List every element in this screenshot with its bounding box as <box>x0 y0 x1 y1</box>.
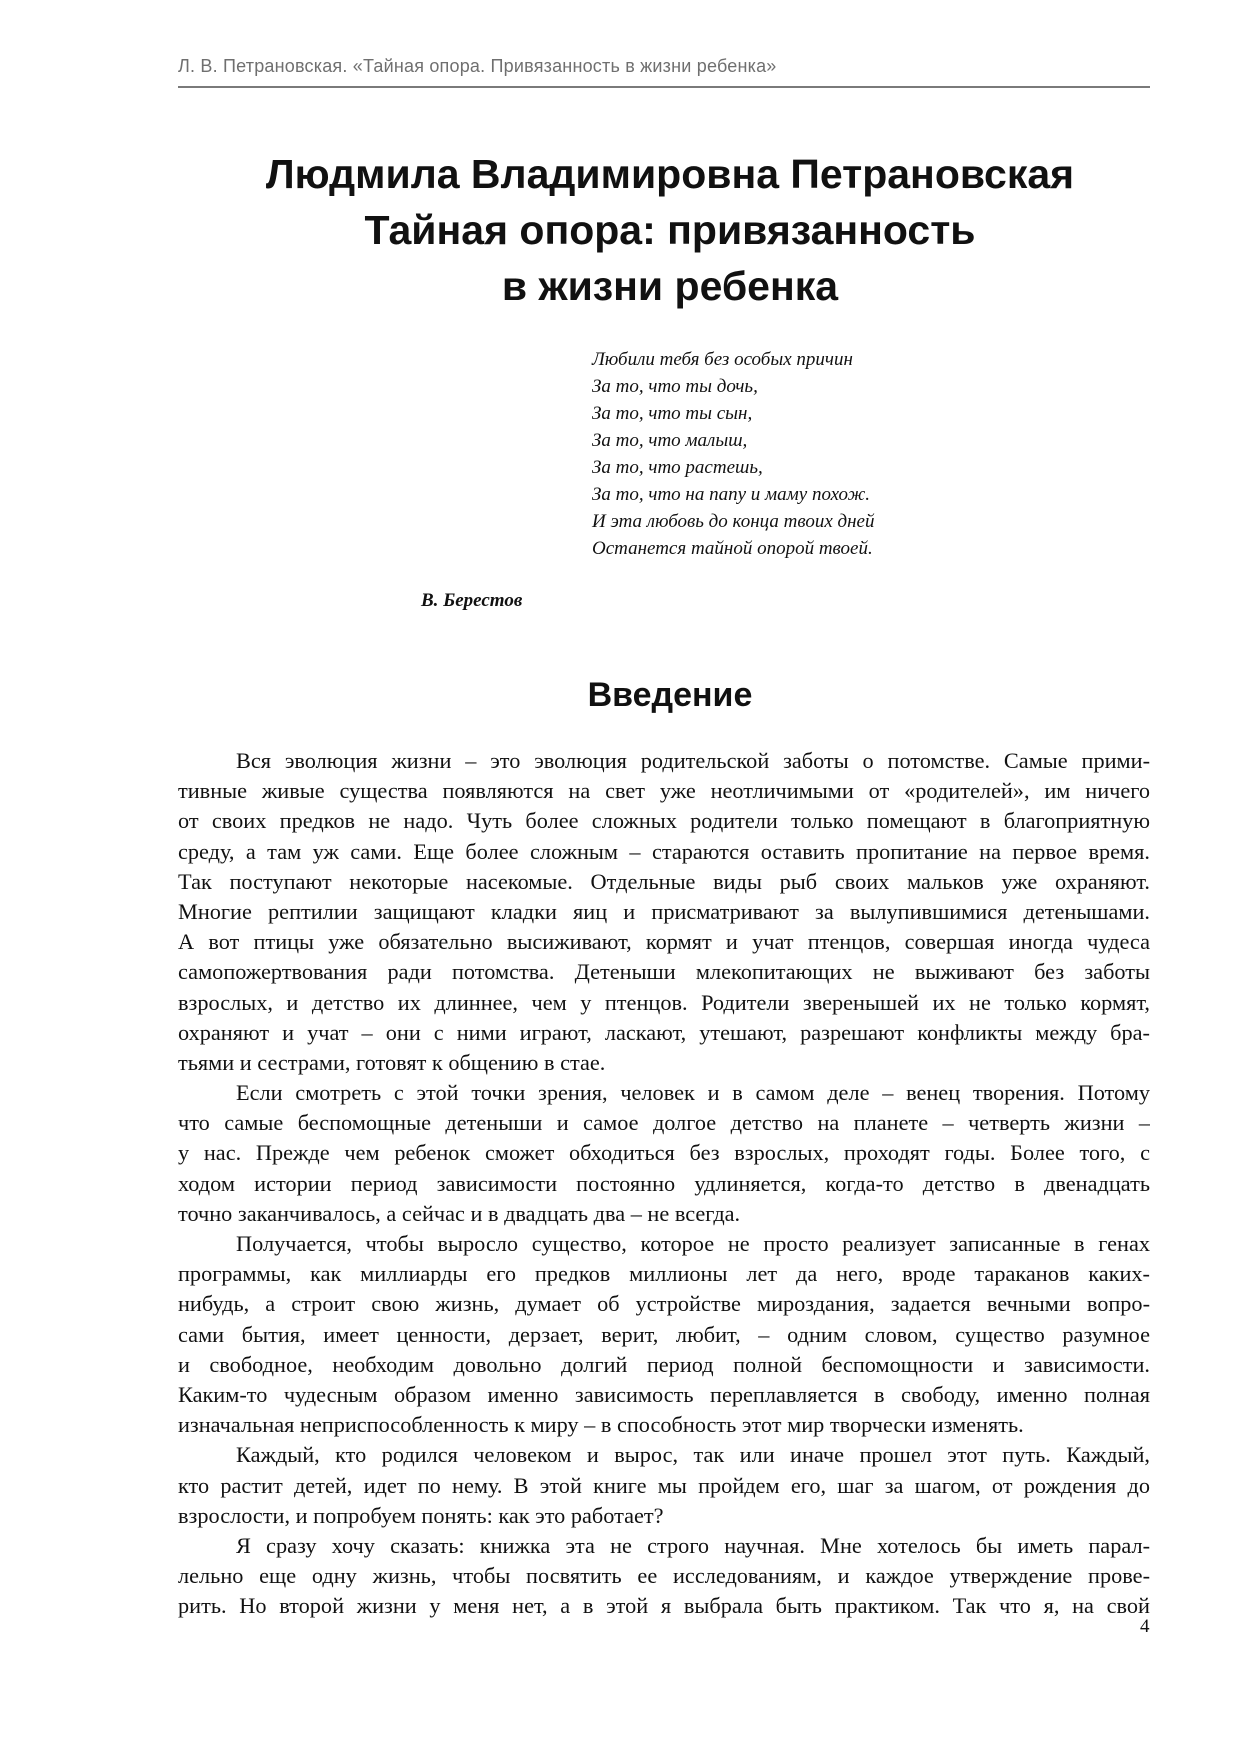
body-line: лельно еще одну жизнь, чтобы посвятить ее исследованиям, и каждое утверждение прове- <box>178 1563 1150 1589</box>
body-line: ходом истории период зависимости постоянно удлиняется, когда-то детство в двенадцать <box>178 1170 1150 1196</box>
body-line: рить. Но второй жизни у меня нет, а в этой я выбрала быть практиком. Так что я, на свой <box>178 1593 1150 1619</box>
body-line: кто растит детей, идет по нему. В этой книге мы пройдем его, шаг за шагом, от рождения до <box>178 1472 1150 1498</box>
body-line: и свободное, необходим довольно долгий период полной беспомощности и зависимости. <box>178 1351 1150 1377</box>
body-line: охраняют и учат – они с ними играют, ласкают, утешают, разрешают конфликты между бра- <box>178 1019 1150 1045</box>
title-line: в жизни ребенка <box>501 263 839 309</box>
epigraph-line: И эта любовь до конца твоих дней <box>592 511 875 532</box>
body-line: Так поступают некоторые насекомые. Отдельные виды рыб своих мальков уже охраняют. <box>178 868 1150 894</box>
body-line: Многие рептилии защищают кладки яиц и присматривают за вылупившимися детенышами. <box>178 898 1150 924</box>
body-line: Каким-то чудесным образом именно зависимость переплавляется в свободу, именно полная <box>178 1381 1150 1407</box>
body-line: среду, а там уж сами. Еще более сложным – стараются оставить пропитание на первое время. <box>178 838 1150 864</box>
epigraph-line: Останется тайной опорой твоей. <box>592 538 873 559</box>
body-text <box>178 746 1150 1621</box>
body-line: от своих предков не надо. Чуть более сложных родители только помещают в благоприятную <box>178 808 1150 834</box>
book-title <box>120 146 1220 314</box>
body-line: Если смотреть с этой точки зрения, человек и в самом деле – венец творения. Потому <box>236 1080 1150 1106</box>
epigraph-line: Любили тебя без особых причин <box>592 349 853 370</box>
title-line: Тайная опора: привязанность <box>364 207 976 253</box>
body-line: А вот птицы уже обязательно высиживают, кормят и учат птенцов, совершая иногда чудеса <box>178 929 1150 955</box>
body-line: взрослости, и попробуем понять: как это работает? <box>178 1502 664 1528</box>
body-line: у нас. Прежде чем ребенок сможет обходиться без взрослых, проходят годы. Более того, с <box>178 1140 1150 1166</box>
epigraph <box>592 346 875 562</box>
title-line: Людмила Владимировна Петрановская <box>265 151 1075 197</box>
body-line: Каждый, кто родился человеком и вырос, так или иначе прошел этот путь. Каждый, <box>236 1442 1150 1468</box>
body-line: нибудь, а строит свою жизнь, думает об устройстве мироздания, задается вечными вопро- <box>178 1291 1150 1317</box>
section-heading: Введение <box>587 676 753 714</box>
body-line: сами бытия, имеет ценности, дерзает, верит, любит, – одним словом, существо разумное <box>178 1321 1150 1347</box>
body-line: тивные живые существа появляются на свет уже неотличимыми от «родителей», им ничего <box>178 778 1150 804</box>
epigraph-line: За то, что растешь, <box>592 457 763 478</box>
page-number: 4 <box>1140 1616 1150 1637</box>
body-line: самопожертвования ради потомства. Детеныши млекопитающих не выживают без заботы <box>178 959 1150 985</box>
body-line: изначальная неприспособленность к миру – в способность этот мир творчески изменять. <box>178 1412 1024 1438</box>
body-line: программы, как миллиарды его предков миллионы лет да него, вроде тараканов каких- <box>178 1261 1150 1287</box>
epigraph-author: В. Берестов <box>421 590 523 611</box>
body-line: тьями и сестрами, готовят к общению в стае. <box>178 1049 606 1075</box>
epigraph-line: За то, что малыш, <box>592 430 748 451</box>
body-line: что самые беспомощные детеныши и самое долгое детство на планете – четверть жизни – <box>178 1110 1150 1136</box>
header-divider <box>178 86 1150 88</box>
body-line: Вся эволюция жизни – это эволюция родительской заботы о потомстве. Самые прими- <box>236 748 1150 773</box>
epigraph-line: За то, что на папу и маму похож. <box>592 484 870 505</box>
epigraph-line: За то, что ты сын, <box>592 403 753 424</box>
body-line: Я сразу хочу сказать: книжка эта не строго научная. Мне хотелось бы иметь парал- <box>236 1532 1150 1558</box>
epigraph-line: За то, что ты дочь, <box>592 376 758 397</box>
body-line: взрослых, и детство их длиннее, чем у птенцов. Родители зверенышей их не только кормят, <box>178 989 1150 1015</box>
running-header: Л. В. Петрановская. «Тайная опора. Привязанность в жизни ребенка» <box>178 56 777 76</box>
body-line: точно заканчивалось, а сейчас и в двадцать два – не всегда. <box>178 1200 741 1226</box>
body-line: Получается, чтобы выросло существо, которое не просто реализует записанные в генах <box>236 1231 1150 1256</box>
